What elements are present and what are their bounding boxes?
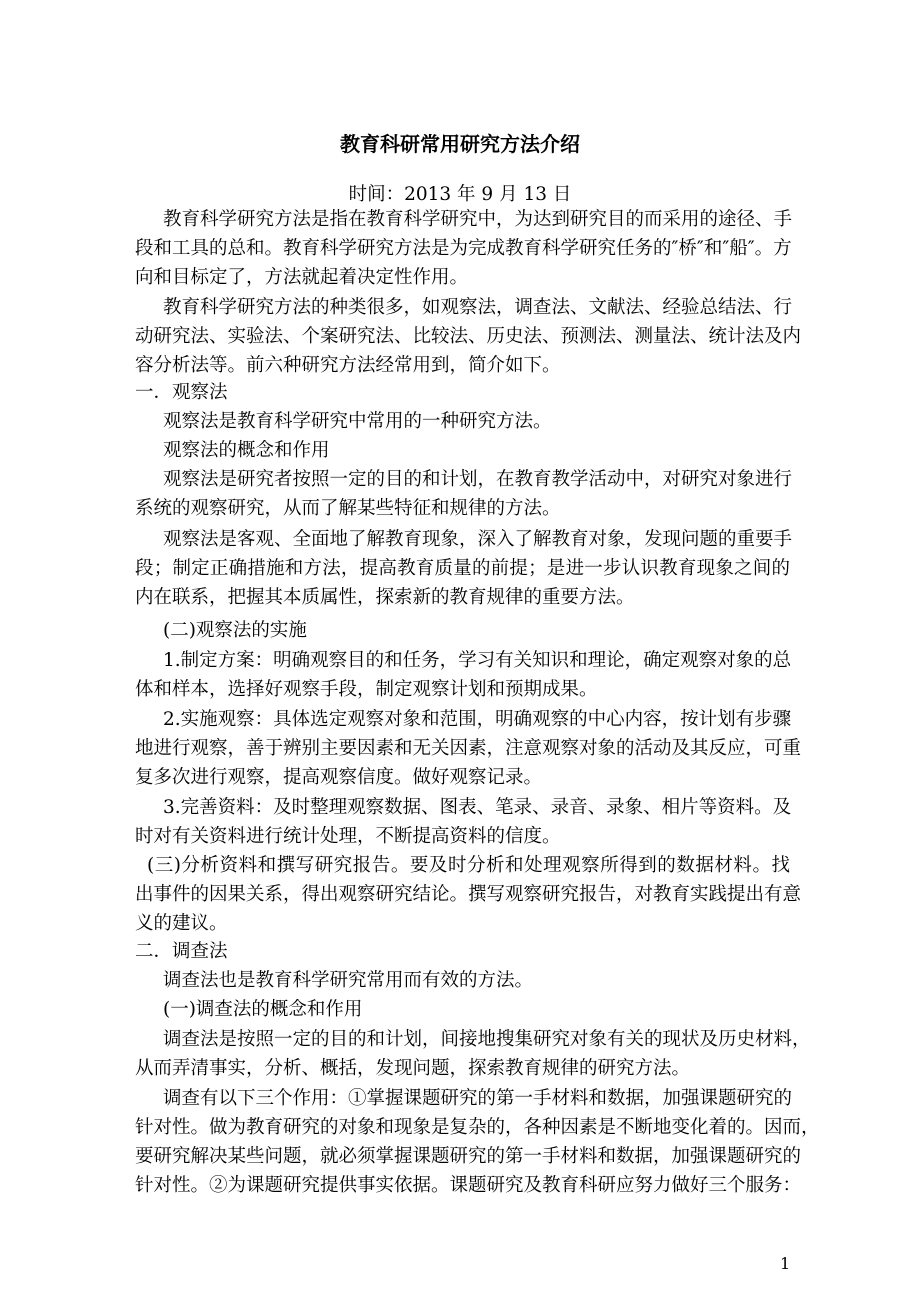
body-line: 观察法是研究者按照一定的目的和计划，在教育教学活动中，对研究对象进行 bbox=[163, 469, 793, 490]
section-heading: 一．观察法 bbox=[135, 382, 228, 403]
body-line: 3.完善资料：及时整理观察数据、图表、笔录、录音、录象、相片等资料。及 bbox=[163, 797, 792, 818]
body-line: 观察法是客观、全面地了解教育现象，深入了解教育对象，发现问题的重要手 bbox=[163, 529, 793, 550]
body-line: 系统的观察研究，从而了解某些特征和规律的方法。 bbox=[135, 498, 561, 519]
body-line: 调查法也是教育科学研究常用而有效的方法。 bbox=[163, 970, 534, 991]
body-line: 针对性。做为教育研究的对象和现象是复杂的，各种因素是不断地变化着的。因而， bbox=[135, 1117, 820, 1138]
body-line: 观察法是教育科学研究中常用的一种研究方法。 bbox=[163, 411, 552, 432]
body-line: (三)分析资料和撰写研究报告。要及时分析和处理观察所得到的数据材料。找 bbox=[147, 855, 790, 876]
body-line: 向和目标定了，方法就起着决定性作用。 bbox=[135, 267, 469, 288]
body-line: (二)观察法的实施 bbox=[163, 620, 307, 641]
body-line: 复多次进行观察，提高观察信度。做好观察记录。 bbox=[135, 767, 543, 788]
body-line: 教育科学研究方法的种类很多，如观察法，调查法、文献法、经验总结法、行 bbox=[163, 297, 793, 318]
body-line: 1.制定方案：明确观察目的和任务，学习有关知识和理论，确定观察对象的总 bbox=[163, 650, 792, 671]
body-line: 地进行观察，善于辨别主要因素和无关因素，注意观察对象的活动及其反应，可重 bbox=[135, 738, 802, 759]
body-line: 调查有以下三个作用：①掌握课题研究的第一手材料和数据，加强课题研究的 bbox=[163, 1088, 793, 1109]
body-line: 从而弄清事实，分析、概括，发现问题，探索教育规律的研究方法。 bbox=[135, 1058, 691, 1079]
body-line: 调查法是按照一定的目的和计划，间接地搜集研究对象有关的现状及历史材料， bbox=[163, 1029, 811, 1050]
body-line: 动研究法、实验法、个案研究法、比较法、历史法、预测法、测量法、统计法及内 bbox=[135, 326, 802, 347]
body-line: 针对性。②为课题研究提供事实依据。课题研究及教育科研应努力做好三个服务： bbox=[135, 1175, 802, 1196]
body-line: 教育科学研究方法是指在教育科学研究中，为达到研究目的而采用的途径、手 bbox=[163, 209, 793, 230]
body-line: 容分析法等。前六种研究方法经常用到，简介如下。 bbox=[135, 355, 561, 376]
body-line: 段；制定正确措施和方法，提高教育质量的前提；是进一步认识教育现象之间的 bbox=[135, 558, 790, 579]
document-date: 时间：2013 年 9 月 13 日 bbox=[348, 184, 572, 205]
body-line: 义的建议。 bbox=[135, 913, 228, 934]
section-heading: 二．调查法 bbox=[135, 941, 228, 962]
body-line: 时对有关资料进行统计处理，不断提高资料的信度。 bbox=[135, 826, 561, 847]
page-number: 1 bbox=[780, 1254, 791, 1273]
body-line: 要研究解决某些问题，就必须掌握课题研究的第一手材料和数据，加强课题研究的 bbox=[135, 1146, 802, 1167]
document-title: 教育科研常用研究方法介绍 bbox=[340, 132, 580, 156]
body-line: 内在联系，把握其本质属性，探索新的教育规律的重要方法。 bbox=[135, 587, 635, 608]
body-line: 出事件的因果关系，得出观察研究结论。撰写观察研究报告，对教育实践提出有意 bbox=[135, 884, 802, 905]
body-line: 观察法的概念和作用 bbox=[163, 440, 330, 461]
body-line: 体和样本，选择好观察手段，制定观察计划和预期成果。 bbox=[135, 679, 598, 700]
body-line: (一)调查法的概念和作用 bbox=[163, 999, 363, 1020]
body-line: 段和工具的总和。教育科学研究方法是为完成教育科学研究任务的″桥″和″船″。方 bbox=[135, 238, 792, 259]
body-line: 2.实施观察：具体选定观察对象和范围，明确观察的中心内容，按计划有步骤 bbox=[163, 709, 792, 730]
